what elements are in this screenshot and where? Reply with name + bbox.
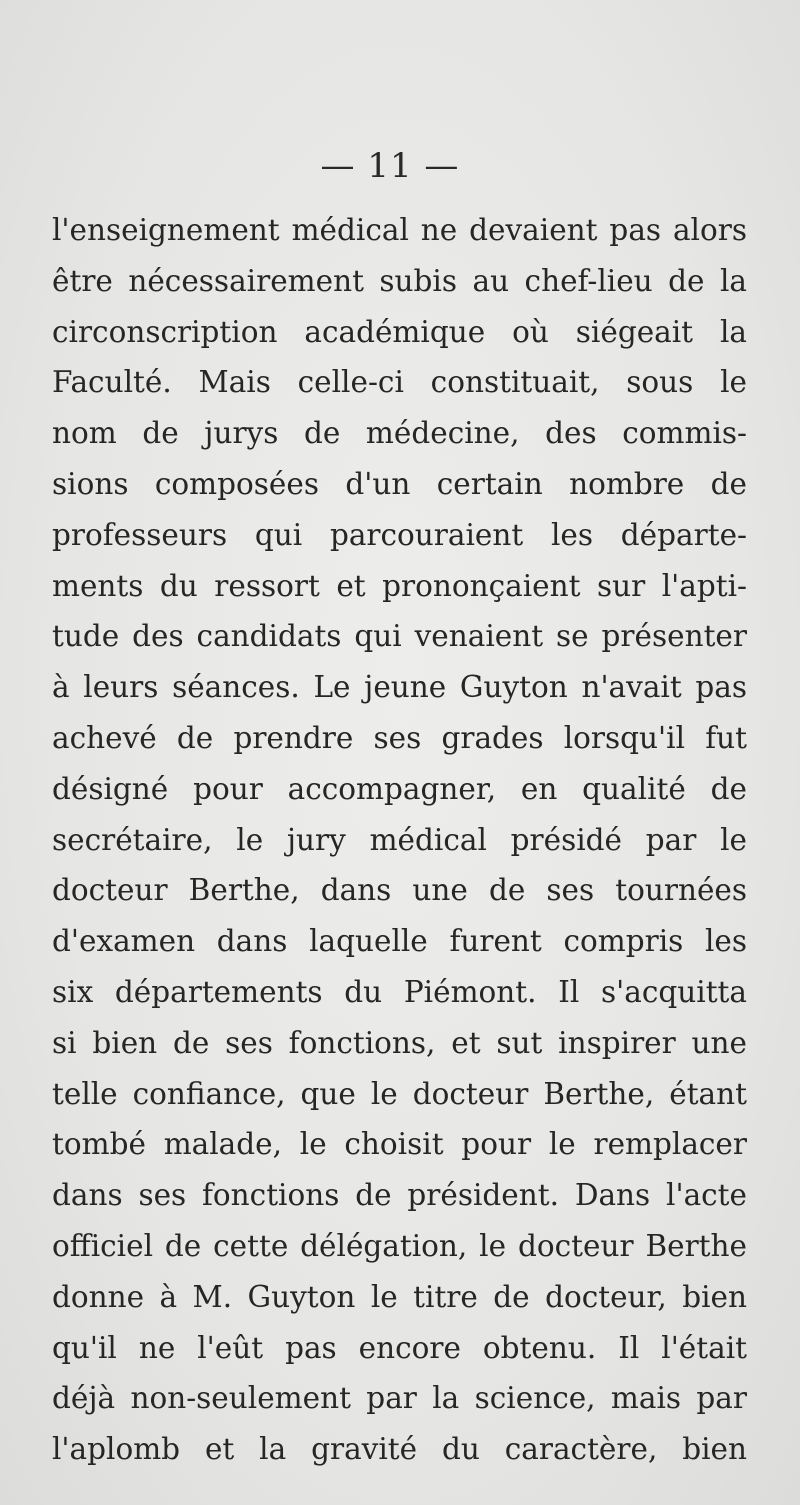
text-line: qu'il ne l'eût pas encore obtenu. Il l'était <box>52 1330 747 1365</box>
text-line: ments du ressort et prononçaient sur l'apti- <box>52 568 747 603</box>
text-line: achevé de prendre ses grades lorsqu'il fut <box>52 720 747 755</box>
text-line: l'enseignement médical ne devaient pas alors <box>52 213 747 247</box>
text-line: l'aplomb et la gravité du caractère, bien <box>52 1432 747 1467</box>
text-line: dans ses fonctions de président. Dans l'acte <box>52 1178 747 1213</box>
text-line: nom de jurys de médecine, des commis- <box>52 416 747 451</box>
text-line: tombé malade, le choisit pour le remplacer <box>52 1127 747 1162</box>
text-line: donne à M. Guyton le titre de docteur, bien <box>52 1279 747 1314</box>
text-line: professeurs qui parcouraient les départe- <box>52 517 747 552</box>
text-line: telle confiance, que le docteur Berthe, étant <box>52 1076 747 1111</box>
text-line: Faculté. Mais celle-ci constituait, sous le <box>52 365 747 400</box>
text-line: à leurs séances. Le jeune Guyton n'avait pas <box>52 670 747 705</box>
text-line: d'examen dans laquelle furent compris les <box>52 924 747 959</box>
text-line: désigné pour accompagner, en qualité de <box>52 771 747 806</box>
text-line: docteur Berthe, dans une de ses tournées <box>52 873 747 908</box>
text-line: six départements du Piémont. Il s'acquitta <box>52 974 747 1009</box>
body-text <box>52 205 747 1475</box>
text-line: tude des candidats qui venaient se présenter <box>52 619 747 654</box>
text-line: sions composées d'un certain nombre de <box>52 466 747 501</box>
text-line: secrétaire, le jury médical présidé par le <box>52 822 747 857</box>
text-line: déjà non-seulement par la science, mais par <box>52 1381 747 1416</box>
text-line: officiel de cette délégation, le docteur Berthe <box>52 1228 747 1263</box>
text-line: être nécessairement subis au chef-lieu de la <box>52 263 747 298</box>
page-number: — 11 — <box>320 146 460 186</box>
text-line: circonscription académique où siégeait la <box>52 314 747 349</box>
text-line: si bien de ses fonctions, et sut inspirer une <box>52 1025 747 1060</box>
